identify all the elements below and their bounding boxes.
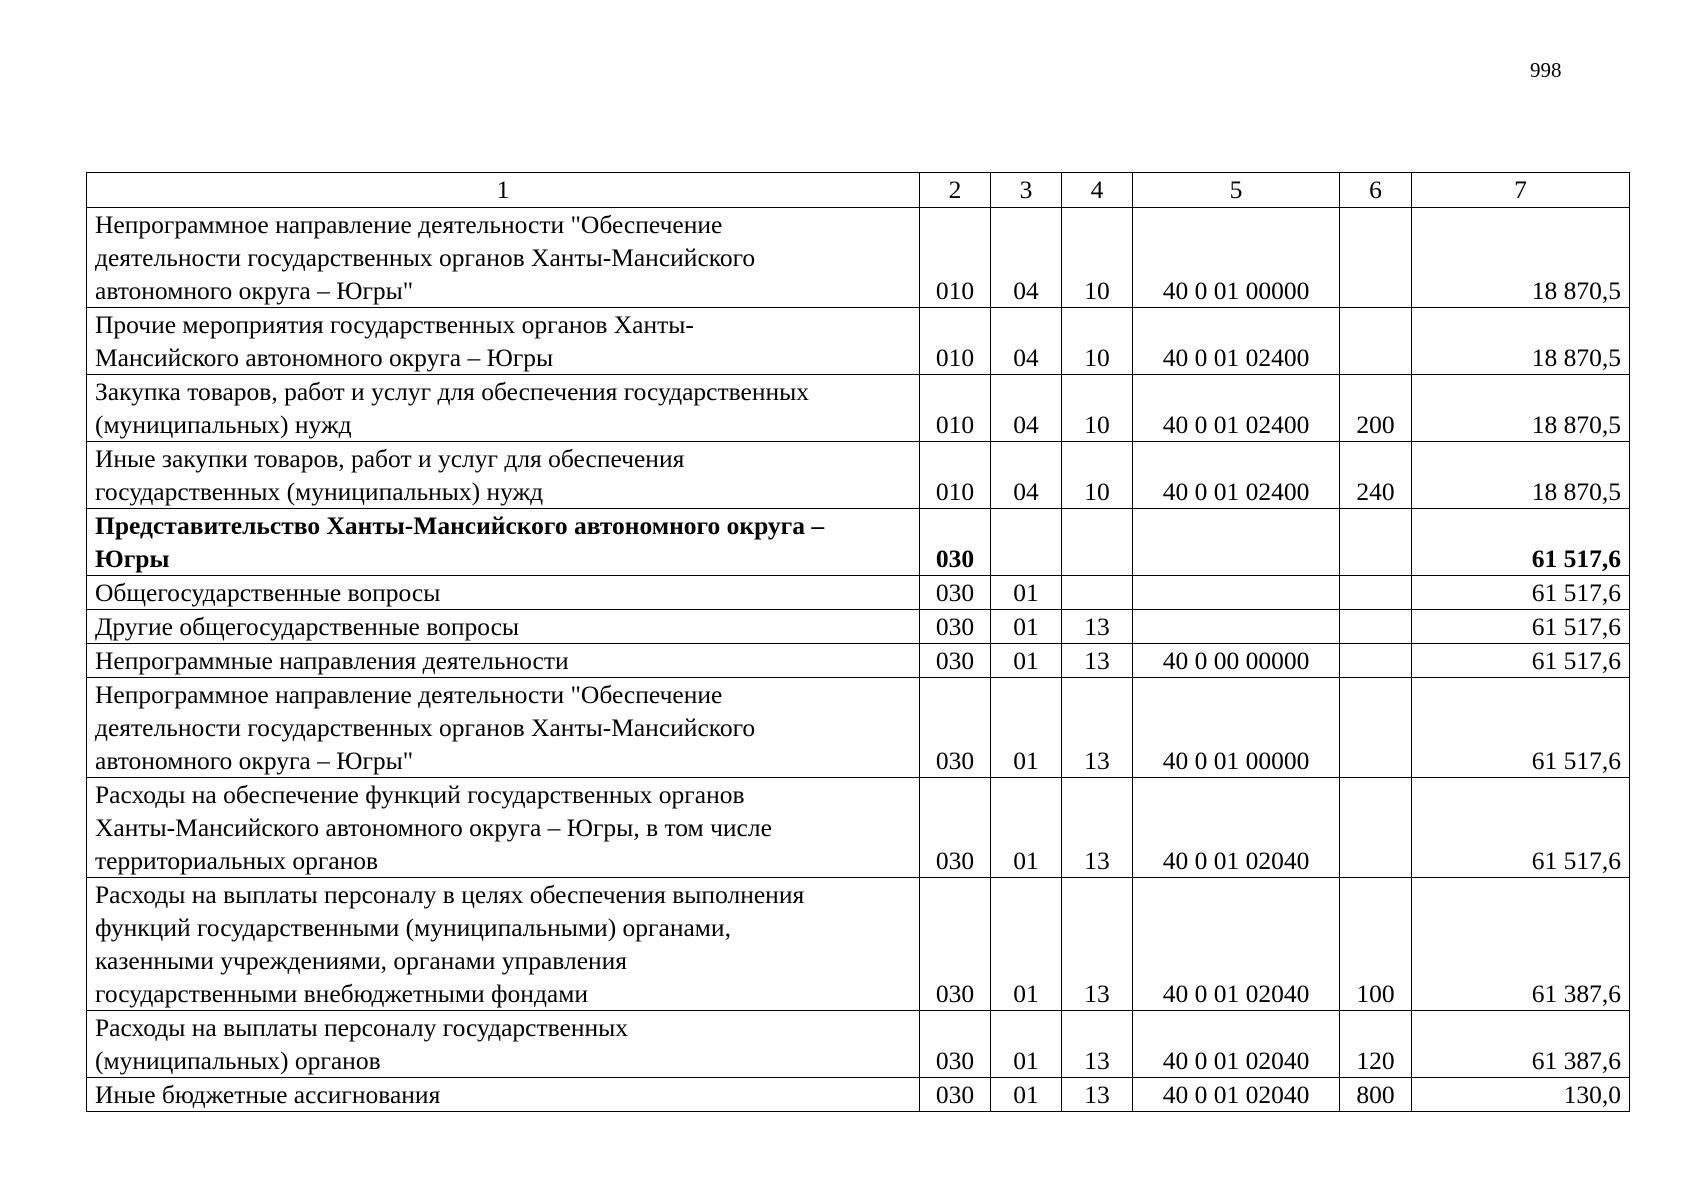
row-name-line: государственными внебюджетными фондами bbox=[95, 979, 589, 1008]
row-name-cell bbox=[87, 878, 920, 1011]
expense-type-cell: 200 bbox=[1340, 375, 1412, 442]
subsection-cell: 13 bbox=[1062, 678, 1133, 778]
subsection-cell: 10 bbox=[1062, 442, 1133, 509]
section-cell: 01 bbox=[991, 610, 1062, 644]
expense-type-cell: 120 bbox=[1340, 1011, 1412, 1078]
code-cell: 010 bbox=[920, 375, 991, 442]
code-cell: 030 bbox=[920, 1011, 991, 1078]
expense-type-cell bbox=[1340, 644, 1412, 678]
amount-cell: 18 870,5 bbox=[1412, 308, 1630, 375]
target-article-cell: 40 0 01 02040 bbox=[1133, 1011, 1340, 1078]
code-cell: 030 bbox=[920, 610, 991, 644]
expense-type-cell bbox=[1340, 610, 1412, 644]
amount-cell: 61 387,6 bbox=[1412, 1011, 1630, 1078]
target-article-cell bbox=[1133, 509, 1340, 576]
code-cell: 030 bbox=[920, 576, 991, 610]
subsection-cell: 13 bbox=[1062, 644, 1133, 678]
row-name-cell bbox=[87, 644, 920, 678]
table-row bbox=[87, 878, 1630, 1011]
table-row bbox=[87, 644, 1630, 678]
row-name-line: Закупка товаров, работ и услуг для обеспечения государственных bbox=[95, 377, 810, 406]
amount-cell: 18 870,5 bbox=[1412, 442, 1630, 509]
expense-type-cell bbox=[1340, 509, 1412, 576]
subsection-cell: 13 bbox=[1062, 610, 1133, 644]
section-cell: 01 bbox=[991, 576, 1062, 610]
target-article-cell: 40 0 01 02040 bbox=[1133, 878, 1340, 1011]
subsection-cell bbox=[1062, 576, 1133, 610]
amount-cell: 61 517,6 bbox=[1412, 509, 1630, 576]
row-name-cell bbox=[87, 375, 920, 442]
target-article-cell: 40 0 00 00000 bbox=[1133, 644, 1340, 678]
column-header-2: 2 bbox=[920, 173, 991, 208]
code-cell: 030 bbox=[920, 509, 991, 576]
table-row bbox=[87, 1011, 1630, 1078]
subsection-cell: 13 bbox=[1062, 878, 1133, 1011]
section-cell: 01 bbox=[991, 1078, 1062, 1112]
table-row bbox=[87, 308, 1630, 375]
row-name-line: Югры bbox=[95, 544, 170, 573]
row-name-cell bbox=[87, 678, 920, 778]
expense-type-cell bbox=[1340, 576, 1412, 610]
amount-cell: 61 517,6 bbox=[1412, 576, 1630, 610]
row-name-line: функций государственными (муниципальными) органами, bbox=[95, 913, 731, 942]
row-name-line: (муниципальных) органов bbox=[95, 1046, 381, 1075]
target-article-cell: 40 0 01 02400 bbox=[1133, 375, 1340, 442]
row-name-line: Общегосударственные вопросы bbox=[95, 578, 441, 607]
row-name-line: Иные закупки товаров, работ и услуг для обеспечения bbox=[95, 444, 685, 473]
target-article-cell: 40 0 01 00000 bbox=[1133, 208, 1340, 308]
row-name-line: территориальных органов bbox=[95, 846, 379, 875]
row-name-line: Ханты-Мансийского автономного округа – Югры, в том числе bbox=[95, 813, 772, 842]
expense-type-cell: 100 bbox=[1340, 878, 1412, 1011]
table-row bbox=[87, 509, 1630, 576]
amount-cell: 61 517,6 bbox=[1412, 644, 1630, 678]
amount-cell: 130,0 bbox=[1412, 1078, 1630, 1112]
amount-cell: 18 870,5 bbox=[1412, 208, 1630, 308]
row-name-cell bbox=[87, 442, 920, 509]
row-name-line: Иные бюджетные ассигнования bbox=[95, 1080, 441, 1109]
column-header-4: 4 bbox=[1062, 173, 1133, 208]
row-name-cell bbox=[87, 610, 920, 644]
row-name-line: Мансийского автономного округа – Югры bbox=[95, 343, 554, 372]
section-cell: 01 bbox=[991, 644, 1062, 678]
expense-type-cell: 240 bbox=[1340, 442, 1412, 509]
amount-cell: 61 517,6 bbox=[1412, 610, 1630, 644]
target-article-cell bbox=[1133, 576, 1340, 610]
target-article-cell: 40 0 01 02040 bbox=[1133, 778, 1340, 878]
row-name-line: автономного округа – Югры" bbox=[95, 746, 414, 775]
page-number: 998 bbox=[1530, 58, 1562, 82]
expense-type-cell bbox=[1340, 308, 1412, 375]
table-row bbox=[87, 375, 1630, 442]
expense-type-cell bbox=[1340, 778, 1412, 878]
subsection-cell: 13 bbox=[1062, 778, 1133, 878]
table-body bbox=[87, 173, 1630, 1112]
row-name-line: Расходы на выплаты персоналу государственных bbox=[95, 1013, 628, 1042]
target-article-cell: 40 0 01 02040 bbox=[1133, 1078, 1340, 1112]
row-name-line: Другие общегосударственные вопросы bbox=[95, 612, 520, 641]
row-name-line: Прочие мероприятия государственных органов Ханты- bbox=[95, 310, 694, 339]
column-header-7: 7 bbox=[1412, 173, 1630, 208]
subsection-cell: 10 bbox=[1062, 375, 1133, 442]
target-article-cell: 40 0 01 00000 bbox=[1133, 678, 1340, 778]
column-header-1: 1 bbox=[87, 173, 920, 208]
column-header-3: 3 bbox=[991, 173, 1062, 208]
subsection-cell: 10 bbox=[1062, 208, 1133, 308]
row-name-cell bbox=[87, 308, 920, 375]
section-cell bbox=[991, 509, 1062, 576]
row-name-line: Непрограммное направление деятельности "Обеспечение bbox=[95, 210, 723, 239]
row-name-cell bbox=[87, 1011, 920, 1078]
row-name-line: казенными учреждениями, органами управления bbox=[95, 946, 628, 975]
code-cell: 010 bbox=[920, 442, 991, 509]
code-cell: 030 bbox=[920, 1078, 991, 1112]
row-name-line: деятельности государственных органов Ханты-Мансийского bbox=[95, 713, 756, 742]
row-name-line: (муниципальных) нужд bbox=[95, 410, 352, 439]
code-cell: 030 bbox=[920, 678, 991, 778]
target-article-cell: 40 0 01 02400 bbox=[1133, 442, 1340, 509]
row-name-cell bbox=[87, 778, 920, 878]
code-cell: 030 bbox=[920, 878, 991, 1011]
amount-cell: 18 870,5 bbox=[1412, 375, 1630, 442]
table-row bbox=[87, 208, 1630, 308]
expense-type-cell bbox=[1340, 678, 1412, 778]
expense-type-cell: 800 bbox=[1340, 1078, 1412, 1112]
row-name-line: Непрограммные направления деятельности bbox=[95, 646, 569, 675]
row-name-line: Представительство Ханты-Мансийского автономного округа – bbox=[95, 511, 825, 540]
row-name-line: автономного округа – Югры" bbox=[95, 276, 414, 305]
section-cell: 01 bbox=[991, 1011, 1062, 1078]
row-name-line: Расходы на обеспечение функций государственных органов bbox=[95, 780, 745, 809]
amount-cell: 61 517,6 bbox=[1412, 778, 1630, 878]
target-article-cell: 40 0 01 02400 bbox=[1133, 308, 1340, 375]
amount-cell: 61 387,6 bbox=[1412, 878, 1630, 1011]
table-header-row bbox=[87, 173, 1630, 208]
row-name-line: государственных (муниципальных) нужд bbox=[95, 477, 544, 506]
section-cell: 01 bbox=[991, 678, 1062, 778]
subsection-cell: 13 bbox=[1062, 1011, 1133, 1078]
code-cell: 030 bbox=[920, 644, 991, 678]
table-row bbox=[87, 678, 1630, 778]
row-name-line: Непрограммное направление деятельности "Обеспечение bbox=[95, 680, 723, 709]
subsection-cell: 10 bbox=[1062, 308, 1133, 375]
row-name-cell bbox=[87, 576, 920, 610]
subsection-cell bbox=[1062, 509, 1133, 576]
budget-table bbox=[86, 172, 1630, 1112]
row-name-cell bbox=[87, 509, 920, 576]
table-row bbox=[87, 576, 1630, 610]
column-header-6: 6 bbox=[1340, 173, 1412, 208]
row-name-line: Расходы на выплаты персоналу в целях обеспечения выполнения bbox=[95, 880, 805, 909]
target-article-cell bbox=[1133, 610, 1340, 644]
code-cell: 030 bbox=[920, 778, 991, 878]
subsection-cell: 13 bbox=[1062, 1078, 1133, 1112]
code-cell: 010 bbox=[920, 308, 991, 375]
section-cell: 04 bbox=[991, 442, 1062, 509]
expense-type-cell bbox=[1340, 208, 1412, 308]
row-name-cell bbox=[87, 1078, 920, 1112]
section-cell: 04 bbox=[991, 208, 1062, 308]
row-name-line: деятельности государственных органов Ханты-Мансийского bbox=[95, 243, 756, 272]
row-name-cell bbox=[87, 208, 920, 308]
section-cell: 04 bbox=[991, 375, 1062, 442]
code-cell: 010 bbox=[920, 208, 991, 308]
column-header-5: 5 bbox=[1133, 173, 1340, 208]
section-cell: 01 bbox=[991, 878, 1062, 1011]
section-cell: 04 bbox=[991, 308, 1062, 375]
amount-cell: 61 517,6 bbox=[1412, 678, 1630, 778]
table-row bbox=[87, 442, 1630, 509]
section-cell: 01 bbox=[991, 778, 1062, 878]
table-row bbox=[87, 610, 1630, 644]
table-row bbox=[87, 778, 1630, 878]
table-row bbox=[87, 1078, 1630, 1112]
